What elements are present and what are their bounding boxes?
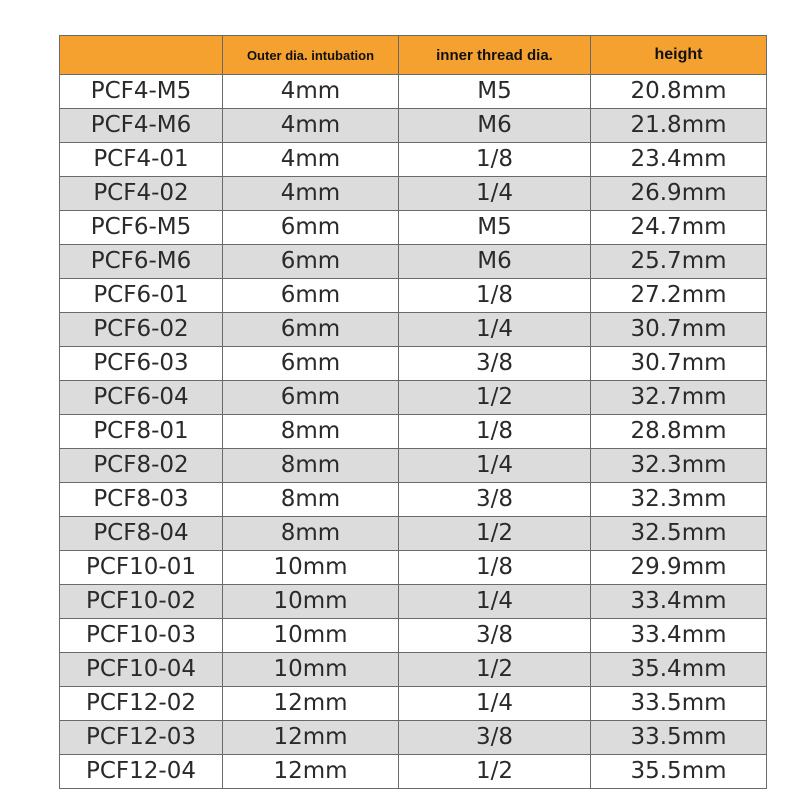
inner-thread-cell: 1/8 xyxy=(399,143,591,177)
table-row xyxy=(60,381,767,415)
inner-thread-cell: 1/8 xyxy=(399,415,591,449)
model-cell: PCF4-01 xyxy=(60,143,223,177)
inner-thread-cell: 1/4 xyxy=(399,585,591,619)
table-row xyxy=(60,143,767,177)
spec-table xyxy=(59,35,767,789)
height-cell: 21.8mm xyxy=(591,109,767,143)
model-cell: PCF6-M5 xyxy=(60,211,223,245)
height-cell: 33.5mm xyxy=(591,721,767,755)
height-cell: 32.7mm xyxy=(591,381,767,415)
table-row xyxy=(60,75,767,109)
height-cell: 33.4mm xyxy=(591,585,767,619)
model-cell: PCF12-04 xyxy=(60,755,223,789)
model-cell: PCF8-01 xyxy=(60,415,223,449)
model-cell: PCF8-03 xyxy=(60,483,223,517)
inner-thread-cell: M5 xyxy=(399,75,591,109)
table-row xyxy=(60,755,767,789)
height-cell: 20.8mm xyxy=(591,75,767,109)
outer-diameter-cell: 6mm xyxy=(223,347,399,381)
inner-thread-cell: 1/2 xyxy=(399,517,591,551)
height-cell: 30.7mm xyxy=(591,313,767,347)
outer-diameter-cell: 8mm xyxy=(223,449,399,483)
table-row xyxy=(60,653,767,687)
outer-diameter-cell: 8mm xyxy=(223,517,399,551)
outer-diameter-cell: 10mm xyxy=(223,619,399,653)
model-cell: PCF4-02 xyxy=(60,177,223,211)
height-cell: 32.3mm xyxy=(591,449,767,483)
outer-diameter-cell: 4mm xyxy=(223,143,399,177)
inner-thread-cell: 3/8 xyxy=(399,721,591,755)
model-cell: PCF10-02 xyxy=(60,585,223,619)
inner-thread-cell: 1/2 xyxy=(399,755,591,789)
model-cell: PCF10-04 xyxy=(60,653,223,687)
table-row xyxy=(60,721,767,755)
outer-diameter-cell: 12mm xyxy=(223,687,399,721)
inner-thread-cell: 3/8 xyxy=(399,347,591,381)
table-header xyxy=(60,36,767,75)
outer-diameter-cell: 6mm xyxy=(223,381,399,415)
model-cell: PCF12-03 xyxy=(60,721,223,755)
table-row xyxy=(60,347,767,381)
inner-thread-cell: 1/4 xyxy=(399,313,591,347)
height-cell: 33.4mm xyxy=(591,619,767,653)
height-cell: 35.4mm xyxy=(591,653,767,687)
model-cell: PCF6-04 xyxy=(60,381,223,415)
header-model-cell xyxy=(60,36,223,75)
height-cell: 28.8mm xyxy=(591,415,767,449)
model-cell: PCF12-02 xyxy=(60,687,223,721)
table-row xyxy=(60,585,767,619)
outer-diameter-cell: 6mm xyxy=(223,245,399,279)
outer-diameter-cell: 8mm xyxy=(223,483,399,517)
height-cell: 32.5mm xyxy=(591,517,767,551)
model-cell: PCF10-01 xyxy=(60,551,223,585)
inner-thread-cell: 1/8 xyxy=(399,279,591,313)
outer-diameter-cell: 12mm xyxy=(223,721,399,755)
header-inner-thread: inner thread dia. xyxy=(399,36,591,75)
inner-thread-cell: 1/2 xyxy=(399,653,591,687)
outer-diameter-cell: 4mm xyxy=(223,75,399,109)
outer-diameter-cell: 6mm xyxy=(223,279,399,313)
model-cell: PCF10-03 xyxy=(60,619,223,653)
model-cell: PCF8-02 xyxy=(60,449,223,483)
outer-diameter-cell: 4mm xyxy=(223,177,399,211)
inner-thread-cell: M5 xyxy=(399,211,591,245)
height-cell: 25.7mm xyxy=(591,245,767,279)
inner-thread-cell: 1/4 xyxy=(399,449,591,483)
height-cell: 32.3mm xyxy=(591,483,767,517)
height-cell: 24.7mm xyxy=(591,211,767,245)
inner-thread-cell: 1/8 xyxy=(399,551,591,585)
table-row xyxy=(60,449,767,483)
height-cell: 35.5mm xyxy=(591,755,767,789)
outer-diameter-cell: 12mm xyxy=(223,755,399,789)
table-row xyxy=(60,517,767,551)
model-cell: PCF6-02 xyxy=(60,313,223,347)
table-row xyxy=(60,483,767,517)
outer-diameter-cell: 10mm xyxy=(223,585,399,619)
table-row xyxy=(60,687,767,721)
height-cell: 27.2mm xyxy=(591,279,767,313)
outer-diameter-cell: 10mm xyxy=(223,551,399,585)
table-row xyxy=(60,415,767,449)
height-cell: 23.4mm xyxy=(591,143,767,177)
model-cell: PCF6-03 xyxy=(60,347,223,381)
inner-thread-cell: 3/8 xyxy=(399,619,591,653)
outer-diameter-cell: 8mm xyxy=(223,415,399,449)
outer-diameter-cell: 10mm xyxy=(223,653,399,687)
inner-thread-cell: 3/8 xyxy=(399,483,591,517)
table-row xyxy=(60,619,767,653)
height-cell: 26.9mm xyxy=(591,177,767,211)
table-row xyxy=(60,313,767,347)
outer-diameter-cell: 4mm xyxy=(223,109,399,143)
height-cell: 33.5mm xyxy=(591,687,767,721)
header-outer-diameter: Outer dia. intubation xyxy=(223,36,399,75)
table-row xyxy=(60,211,767,245)
table-row xyxy=(60,177,767,211)
table-row xyxy=(60,279,767,313)
model-cell: PCF6-M6 xyxy=(60,245,223,279)
header-row xyxy=(60,36,767,75)
model-cell: PCF4-M5 xyxy=(60,75,223,109)
model-cell: PCF6-01 xyxy=(60,279,223,313)
height-cell: 30.7mm xyxy=(591,347,767,381)
height-cell: 29.9mm xyxy=(591,551,767,585)
table-row xyxy=(60,551,767,585)
inner-thread-cell: 1/4 xyxy=(399,177,591,211)
model-cell: PCF8-04 xyxy=(60,517,223,551)
outer-diameter-cell: 6mm xyxy=(223,211,399,245)
inner-thread-cell: 1/2 xyxy=(399,381,591,415)
inner-thread-cell: 1/4 xyxy=(399,687,591,721)
outer-diameter-cell: 6mm xyxy=(223,313,399,347)
model-cell: PCF4-M6 xyxy=(60,109,223,143)
inner-thread-cell: M6 xyxy=(399,109,591,143)
table-body xyxy=(60,75,767,789)
inner-thread-cell: M6 xyxy=(399,245,591,279)
header-height: height xyxy=(591,36,767,75)
table-row xyxy=(60,245,767,279)
table-row xyxy=(60,109,767,143)
